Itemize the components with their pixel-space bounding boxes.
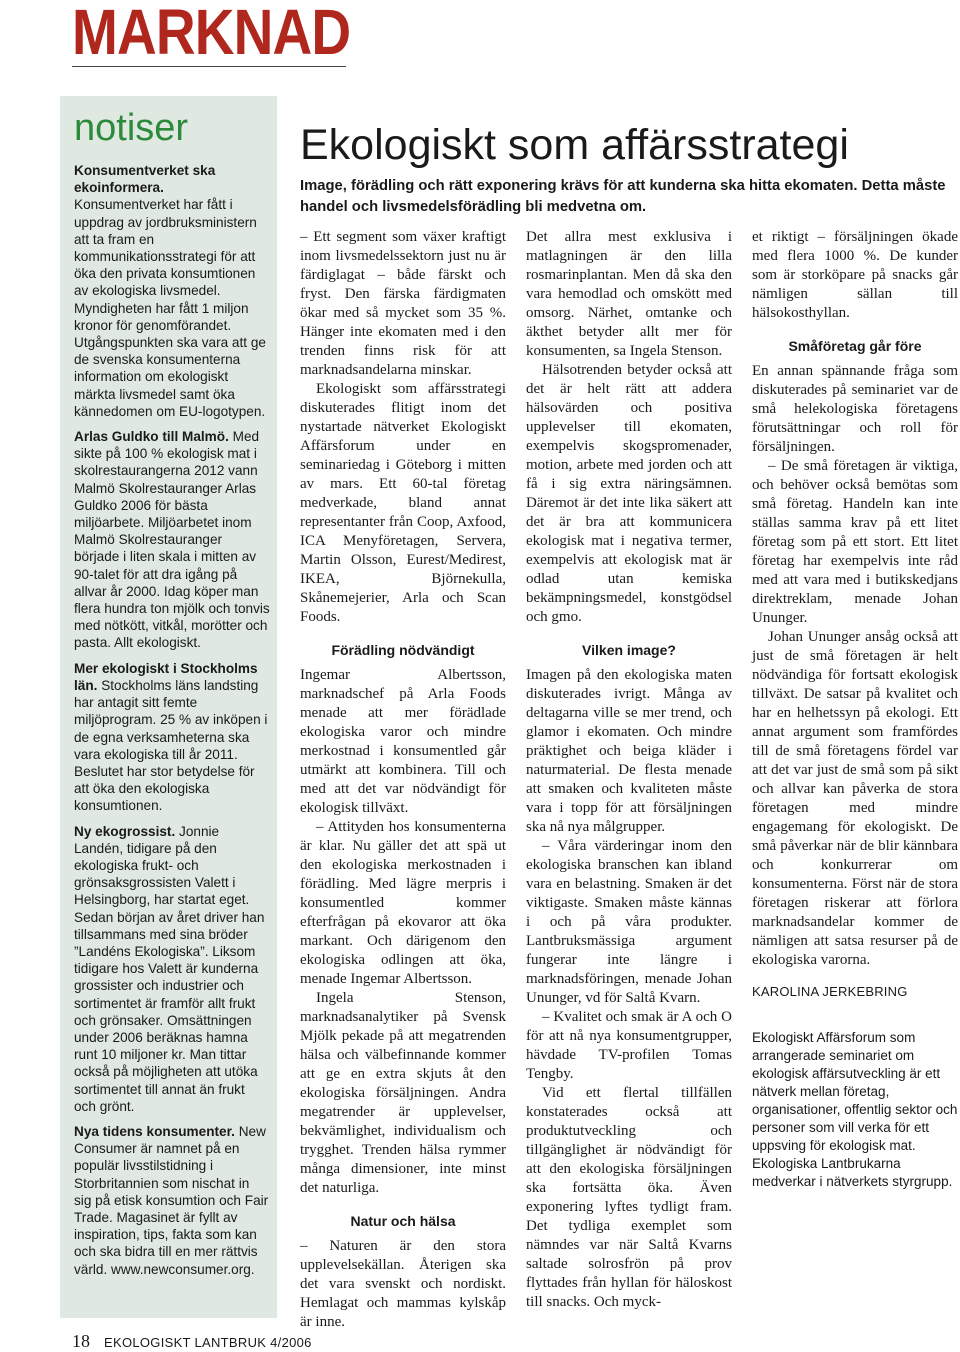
news-sidebar <box>60 96 277 1318</box>
article-column-1 <box>300 228 506 1332</box>
paragraph: Imagen på den ekologiska maten diskuterades ivrigt. Många av deltagarna ville se mer trend, och glamor i ekomaten. Och mindre präktighet och beiga kläder i naturmaterial. De flesta menade att smaken och kvaliteten måste vara i topp för att försäljningen ska nå nya målgrupper. <box>526 667 732 835</box>
paragraph: – De små företagen är viktiga, och behöver också bemötas som små företag. Handeln kan inte ställas samma krav på ett litet företag som på ett stort. Ett litet företag har exempelvis inte råd med att vara med i butikskedjans direktreklam, menade Johan Ununger. <box>752 458 958 626</box>
subheading: Vilken image? <box>582 642 676 658</box>
news-item <box>74 428 270 652</box>
paragraph: Ekologiskt som affärsstrategi diskuterades flitigt inom det nystartade nätverket Ekologiskt Affärsforum under en seminariedag i Göteborg i mitten av mars. Ett 60-tal företag medverkade, bland annat representanter från Coop, Axfood, ICA Menyföretagen, Servera, Martin Olsson, Eurest/Medirest, IKEA, Björnekulla, Skånemejerier, Arla och Scan Foods. <box>300 381 506 625</box>
paragraph: Vid ett flertal tillfällen konstaterades också att produktutveckling och tillgänglighet är nödvändigt för att den ekologiska försäljningen ska fortsätta öka. Även exponering lyftes tydligt fram. Det tydliga exemplet som nämndes var när Saltå Kvarns saltade solrosfrön på prov flyttades från hyllan för häloskost till snacks. Och myck- <box>526 1085 732 1310</box>
news-item <box>74 823 270 1115</box>
news-item-heading: Mer ekologiskt i Stockholms län. <box>74 660 258 693</box>
news-item <box>74 660 270 815</box>
news-item <box>74 162 270 420</box>
subheading: Förädling nödvändigt <box>331 642 475 658</box>
news-item <box>74 1123 270 1278</box>
news-item-body: Jonnie Landén, tidigare på den ekologiska frukt- och grönsaksgrossisten Valett i Helsingborg, har startat eget. Sedan början av året driver han tillsammans med sina bröder ”Landéns Ekologiska”. Liksom tidigare hos Valett är kunderna grossister och industrier och sortimentet är framför allt frukt och grönsaker. Omsättningen under 2006 beräknas hamna runt 10 miljoner kr. Man tittar också på möjligheten att utöka sortimentet till annat än frukt och grönt. <box>74 823 265 1114</box>
section-title: MARKNAD <box>72 0 351 68</box>
paragraph: – Naturen är den stora upplevelsekällan. Återigen ska det vara svenskt och nordiskt. Hemlagat och mammas kylskåp är inne. <box>300 1238 506 1330</box>
paragraph: – Ett segment som växer kraftigt inom livsmedelssektorn just nu är färdiglagat – både färskt och fryst. Den färska färdigmaten ökar med så mycket som 35 %. Hänger inte ekomaten med i den trenden finns risk för att marknadsandelarna minskar. <box>300 229 506 378</box>
page-footer <box>72 1331 312 1352</box>
article-title: Ekologiskt som affärsstrategi <box>300 121 849 169</box>
info-box: Ekologiskt Affärsforum som arrangerade seminariet om ekologisk affärsutveckling är ett nätverk mellan företag, organisationer, offentlig sektor och personer som vill verka för ett uppsving för ekologisk mat. Ekologiska Lantbrukarna medverkar i nätverkets styrgrupp. <box>752 1030 958 1189</box>
news-item-heading: Nya tidens konsumenter. <box>74 1123 235 1139</box>
news-item-body: Stockholms läns landsting har antagit sitt femte miljöprogram. 25 % av inköpen i de egna verksamheterna ska vara ekologiska till år 2011. Beslutet har stor betydelse för att öka den ekologiska konsumtionen. <box>74 677 268 814</box>
paragraph: et riktigt – försäljningen ökade med flera 1000 %. De kunder som är storköpare på snacks går nämligen sällan till hälsokosthyllan. <box>752 229 958 321</box>
article-column-2 <box>526 228 732 1312</box>
news-item-body: Konsumentverket har fått i uppdrag av jordbruksministern att ta fram en kommunikationsstrategi för att öka den privata konsumtionen av ekologiska livsmedel. Myndigheten har fått 1 miljon kronor för genomförandet. Utgångspunkten ska vara att ge de svenska konsumenterna information om ekologiskt märkta livsmedel samt öka kännedomen om EU-logotypen. <box>74 197 266 419</box>
paragraph: – Kvalitet och smak är A och O för att nå nya konsumentgrupper, hävdade TV-profilen Tomas Tengby. <box>526 1009 732 1082</box>
page-number: 18 <box>72 1331 90 1351</box>
paragraph: – Attityden hos konsumenterna är klar. Nu gäller det att spä ut den ekologiska merkostnaden i förädling. Med lägre merpris i konsumentled kommer efterfrågan på ekovaror att öka markant. Och därigenom den ekologiska odlingen att öka, menade Ingemar Albertsson. <box>300 819 506 987</box>
paragraph: Ingela Stenson, marknadsanalytiker på Svensk Mjölk pekade på att megatrenden hälsa och välbefinnande kommer att ge en extra skjuts åt den ekologiska försäljningen. Andra megatrender är upplevelser, bekvämlighet, individualism och trygghet. Trenden hälsa rymmer många dimensioner, inte minst det naturliga. <box>300 990 506 1196</box>
sidebar-title: notiser <box>74 107 189 149</box>
news-item-body: New Consumer är namnet på en populär livsstilstidning i Storbritannien som nischat in sig på etisk konsumtion och Fair Trade. Magasinet är fyllt av inspiration, tips, fakta som kan och ska bidra till en mer rättvis värld. www.newconsumer.org. <box>74 1123 269 1277</box>
paragraph: Det allra mest exklusiva i matlagningen är den lilla rosmarinplantan. Men då ska den vara hemodlad och omskött med omsorg. Närhet, omtanke och äkthet betyder allt mer för konsumenten, sa Ingela Stenson. <box>526 229 732 359</box>
news-item-body: Med sikte på 100 % ekologisk mat i skolrestaurangerna 2012 vann Malmö Skolrestauranger Arlas Guldko 2006 för bästa miljöarbete. Miljöarbetet inom Malmö Skolrestauranger började i liten skala i mitten av 90-talet för att dra igång på allvar år 2000. Idag köper man flera hundra ton mjölk och tonvis med nötkött, vitkål, morötter och pasta. Allt ekologiskt. <box>74 429 270 651</box>
masthead <box>72 0 351 68</box>
news-item-heading: Arlas Guldko till Malmö. <box>74 429 229 445</box>
article-column-3 <box>752 228 958 1191</box>
subheading: Natur och hälsa <box>350 1213 456 1229</box>
author-byline: KAROLINA JERKEBRING <box>752 984 908 999</box>
paragraph: – Våra värderingar inom den ekologiska branschen kan ibland vara en belastning. Smaken är det viktigaste. Smaken måste kännas i och på våra produkter. Lantbruksmässiga argument fungerar inte längre i marknadsföringen, menade Johan Ununger, vd för Saltå Kvarn. <box>526 838 732 1006</box>
paragraph: Hälsotrenden betyder också att det är helt rätt att addera hälsovärden och positiva upplevelser till ekomaten, exempelvis skogspromenader, motion, arbete med jorden och att få i sig extra näringsämnen. Däremot är det inte lika säkert att det är bra att kommunicera ekologisk mat i negativa termer, exempelvis att ekologisk mat är odlad utan kemiska bekämpningsmedel, konstgödsel och gmo. <box>526 362 732 625</box>
paragraph: Ingemar Albertsson, marknadschef på Arla Foods menade att mer förädlade ekologiska varor och mindre merkostnad i konsumentled går utmärkt att kombinera. Till och med att det var nödvändigt för ekologisk tillväxt. <box>300 667 506 816</box>
paragraph: Johan Ununger ansåg också att just de små företagen är helt nödvändiga för fortsatt ekologisk tillväxt. De satsar på kvalitet och har en helhetssyn på ekologi. Ett annat argument som framfördes till de små företagens fördel var att det var just de små som på sikt och allvar kan påverka de stora företagen med mindre engagemang för ekologiskt. De små påverkar när de blir kännbara och konkurrerar om konsumenterna. Först när de stora företagen riskerar att förlora marknadsandelar kommer de nämligen att satsa resurser på de ekologiska varorna. <box>752 629 958 968</box>
subheading: Småföretag går före <box>788 338 922 354</box>
paragraph: En annan spännande fråga som diskuterades på seminariet var de små helekologiska företagens förutsättningar och roll för försäljningen. <box>752 363 958 455</box>
article-lead: Image, förädling och rätt exponering krävs för att kunderna ska hitta ekomaten. Detta måste handel och livsmedelsförädling bli medvetna om. <box>300 178 946 215</box>
news-item-heading: Ny ekogrossist. <box>74 823 176 839</box>
news-item-heading: Konsumentverket ska ekoinformera. <box>74 163 216 196</box>
publication-name: EKOLOGISKT LANTBRUK 4/2006 <box>104 1335 312 1350</box>
